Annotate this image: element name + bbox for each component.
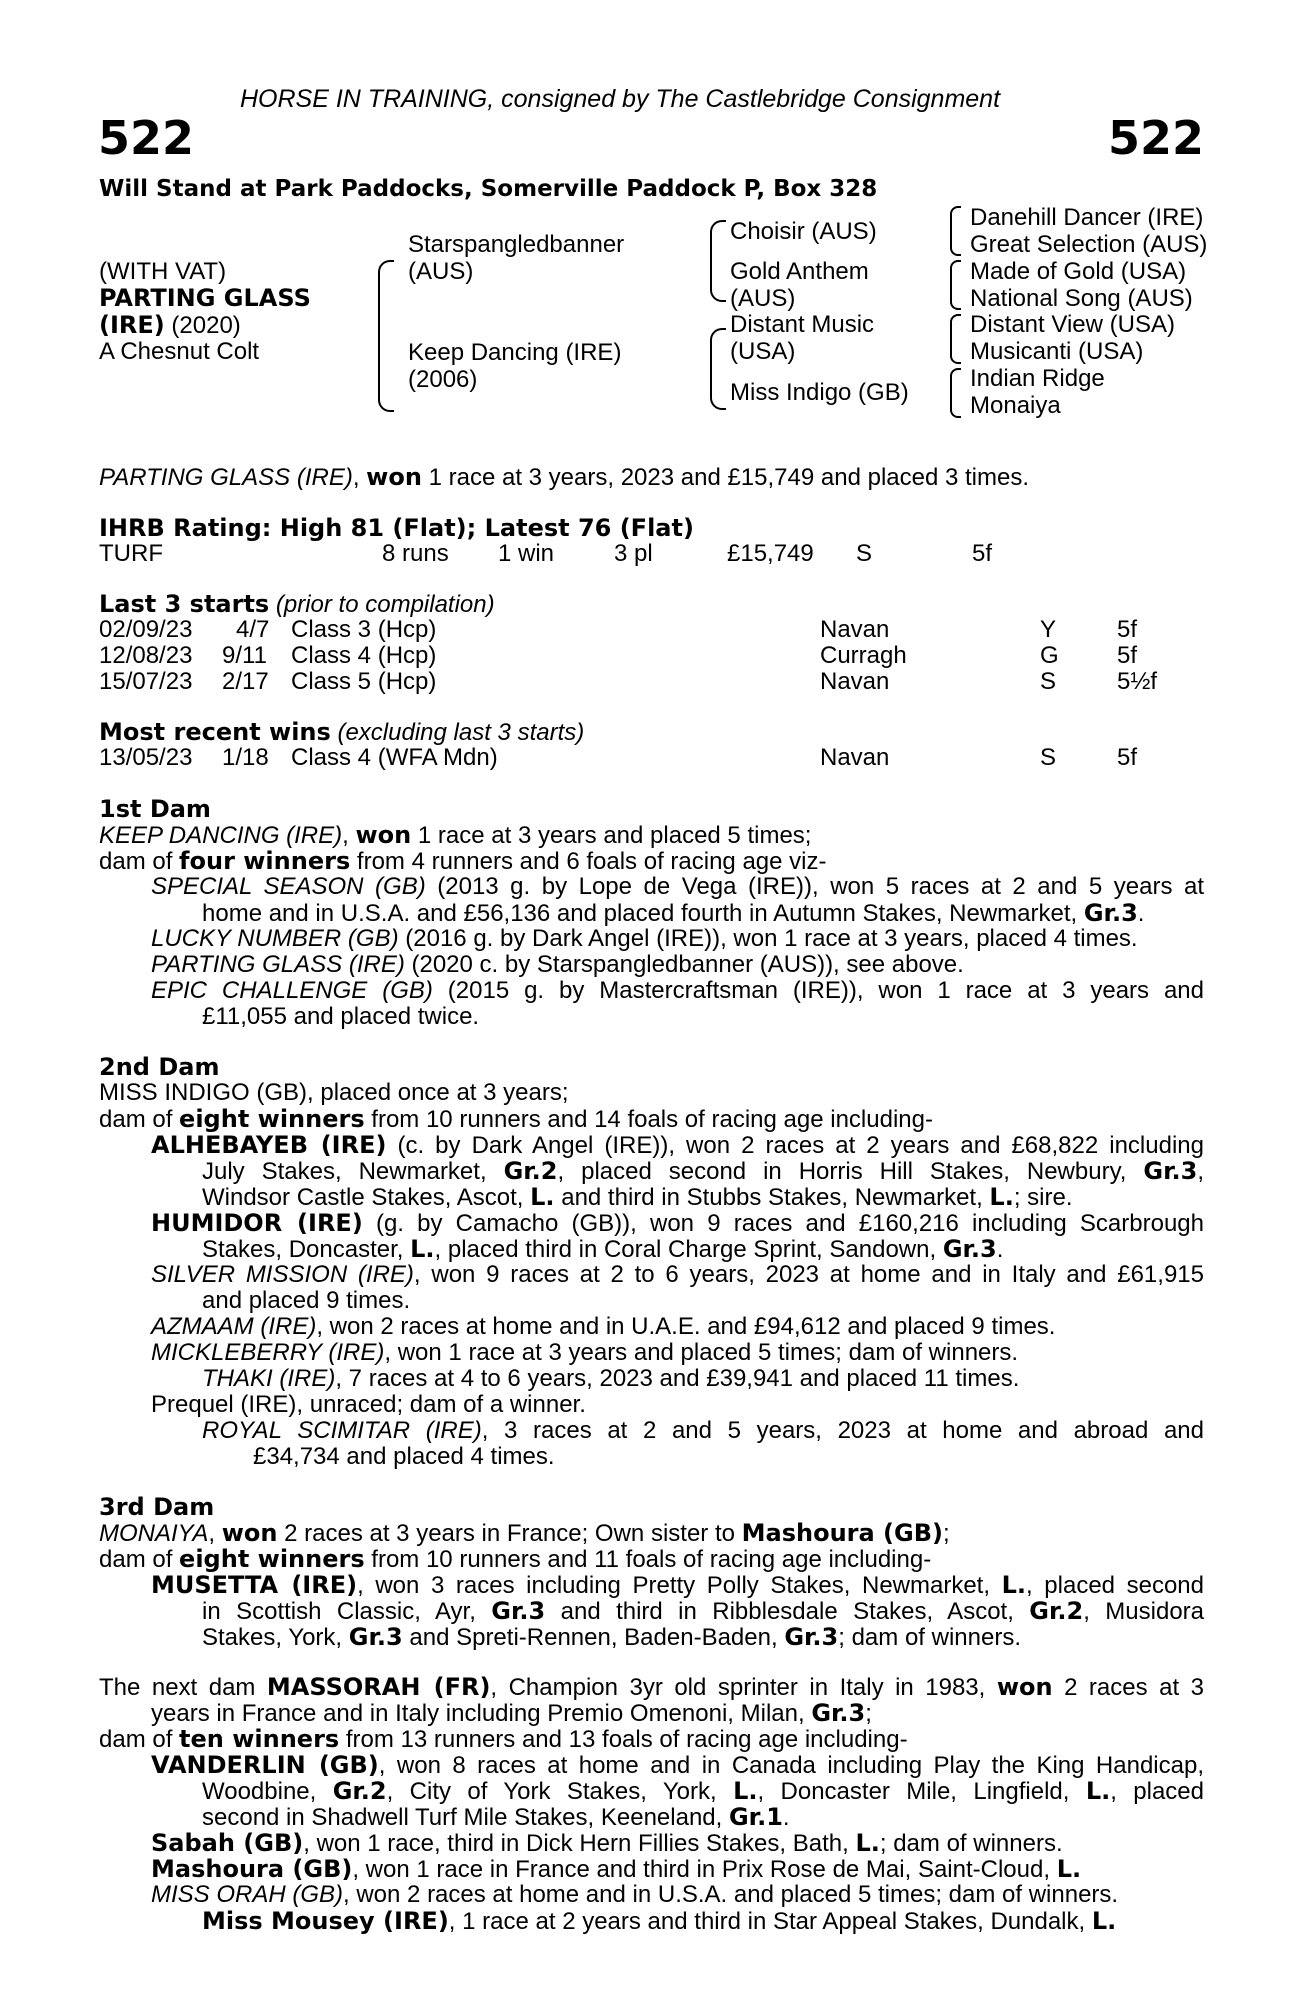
text-span: (IRE) [99,311,165,339]
ggranddam-1: Great Selection (AUS) [970,231,1208,258]
text-span: VANDERLIN (GB) [151,1751,379,1779]
produce-musetta [151,1572,1204,1599]
dam-sire-origin: (USA) [730,338,796,365]
horse-description: A Chesnut Colt [99,338,260,365]
ggrandsire-2: Made of Gold (USA) [970,258,1187,285]
text-span: L. [1001,1571,1027,1599]
row-going: S [1040,744,1057,771]
text-span: won [355,821,412,849]
row-distance: 5f [1117,616,1138,643]
text-span: (excluding last 3 starts) [337,719,585,746]
text-span: ; dam of winners. [879,1830,1063,1857]
rating-earnings: £15,749 [727,540,814,567]
rating-runs: 8 runs [382,540,449,567]
produce-prequel: Prequel (IRE), unraced; dam of a winner. [151,1391,586,1418]
text-span: from 13 runners and 13 foals of racing age including- [339,1726,908,1753]
text-span: , [208,1520,222,1547]
recent-wins-title [99,719,584,746]
next-dam-produce [99,1726,908,1753]
produce-vanderlin-cont2 [202,1804,790,1831]
produce-parting-glass [151,952,964,978]
text-span: Gr.3 [491,1597,546,1625]
produce-miss-mousey [202,1908,1116,1935]
text-span: LUCKY NUMBER (GB) [151,925,399,952]
dam-dam: Miss Indigo (GB) [730,379,909,406]
text-span: , won 1 race in France and third in Prix Rose de Mai, Saint-Cloud, [352,1856,1057,1883]
text-span: SILVER MISSION (IRE) [151,1261,414,1288]
text-span: Mashoura (GB) [151,1855,353,1883]
row-date: 02/09/23 [99,616,193,643]
text-span: , won 1 race, third in Dick Hern Fillies Stakes, Bath, [303,1830,856,1857]
text-span: , 1 race at 2 years and third in Star Appeal Stakes, Dundalk, [448,1908,1092,1935]
text-span: L. [989,1183,1014,1211]
text-span: won [366,463,422,491]
text-span: July Stakes, Newmarket, [202,1158,504,1185]
row-class: Class 3 (Hcp) [291,616,437,643]
third-dam-line [99,1520,950,1547]
text-span: KEEP DANCING (IRE) [99,822,343,849]
text-span: , 7 races at 4 to 6 years, 2023 and £39,941 and placed 11 times. [335,1365,1020,1392]
first-dam-line [99,822,811,849]
row-course: Curragh [820,642,907,669]
text-span: (2015 g. by Mastercraftsman (IRE)), won 1 race at 3 years and [432,977,1204,1004]
text-span: ; [865,1700,872,1727]
rating-surface: TURF [99,540,163,567]
lot-number-right: 522 [1108,111,1205,165]
gg-bracket-2 [950,260,961,310]
text-span: 1 race at 3 years, 2023 and £15,749 and placed 3 times. [428,464,1030,491]
vat-label: (WITH VAT) [99,258,227,285]
row-distance: 5f [1117,744,1138,771]
text-span: L. [530,1183,555,1211]
text-span: dam of [99,1106,180,1133]
produce-silver-mission [151,1262,1204,1288]
text-span: (2013 g. by Lope de Vega (IRE)), won 5 races at 2 and 5 years at [425,873,1204,900]
produce-vanderlin-cont [202,1778,1204,1805]
row-distance: 5½f [1117,668,1158,695]
ggranddam-3: Musicanti (USA) [970,338,1144,365]
ggranddam-2: National Song (AUS) [970,285,1193,312]
text-span: , Champion 3yr old sprinter in Italy in 1983, [490,1674,997,1701]
produce-musetta-cont2 [202,1624,1021,1651]
text-span: (g. by Camacho (GB)), won 9 races and £160,216 including Scarbrough [362,1210,1204,1237]
row-class: Class 5 (Hcp) [291,668,437,695]
row-class: Class 4 (WFA Mdn) [291,744,498,771]
stand-location: Will Stand at Park Paddocks, Somerville Paddock P, Box 328 [99,176,878,202]
produce-royal-scimitar [202,1418,1204,1444]
sire-dam: Gold Anthem [730,258,869,285]
produce-humidor [151,1210,1204,1237]
text-span: Gr.2 [503,1157,558,1185]
text-span: Stakes, York, [202,1624,349,1651]
text-span: ALHEBAYEB (IRE) [151,1131,387,1159]
text-span: L. [1091,1907,1117,1935]
text-span: , won 9 races at 2 to 6 years, 2023 at home and in Italy and £61,915 [413,1261,1204,1288]
produce-lucky-number [151,926,1138,952]
text-span: PARTING GLASS (IRE) [99,464,353,491]
text-span: ROYAL SCIMITAR (IRE) [202,1417,482,1444]
text-span: (prior to compilation) [275,591,495,618]
row-position: 1/18 [222,744,269,771]
text-span: Gr.3 [784,1623,839,1651]
text-span: EPIC CHALLENGE (GB) [151,977,433,1004]
text-span: L. [410,1235,435,1263]
row-date: 15/07/23 [99,668,193,695]
text-span: and Spreti-Rennen, Baden-Baden, [402,1624,785,1651]
text-span: Gr.1 [728,1803,783,1831]
text-span: , placed second in Horris Hill Stakes, Newbury, [557,1158,1144,1185]
text-span: Gr.3 [1083,899,1138,927]
text-span: dam of [99,848,180,875]
text-span: Gr.3 [811,1699,866,1727]
text-span: , won 2 races at home and in U.A.E. and £94,612 and placed 9 times. [316,1313,1056,1340]
first-dam-produce [99,848,826,875]
produce-royal-scimitar-cont: £34,734 and placed 4 times. [253,1443,555,1470]
text-span: AZMAAM (IRE) [151,1313,317,1340]
produce-humidor-cont [202,1236,1003,1263]
text-span: and third in Stubbs Stakes, Newmarket, [554,1184,990,1211]
text-span: Most recent wins [99,718,331,746]
text-span: , won 8 races at home and in Canada including Play the King Handicap, [378,1752,1204,1779]
text-span: Gr.3 [348,1623,403,1651]
produce-silver-mission-cont: and placed 9 times. [202,1287,411,1314]
dam-bracket [710,328,726,410]
produce-vanderlin [151,1752,1204,1779]
text-span: (2016 g. by Dark Angel (IRE)), won 1 race at 3 years, placed 4 times. [398,925,1138,952]
text-span: . [996,1236,1004,1263]
dam-sire: Distant Music [730,311,875,338]
text-span: Woodbine, [202,1778,333,1805]
text-span: Sabah (GB) [151,1829,304,1857]
text-span: , [1197,1158,1204,1185]
row-course: Navan [820,744,890,771]
ggrandsire-1: Danehill Dancer (IRE) [970,204,1204,231]
text-span: SPECIAL SEASON (GB) [151,873,426,900]
row-date: 13/05/23 [99,744,193,771]
gg-bracket-3 [950,314,961,364]
text-span: ; dam of winners. [838,1624,1021,1651]
produce-epic-challenge-cont: £11,055 and placed twice. [202,1003,480,1030]
produce-musetta-cont [202,1598,1204,1625]
text-span: , City of York Stakes, York, [386,1778,734,1805]
text-span: Gr.3 [1143,1157,1198,1185]
row-date: 12/08/23 [99,642,193,669]
text-span: , won 3 races including Pretty Polly Stakes, Newmarket, [357,1572,1002,1599]
second-dam-produce [99,1106,933,1133]
text-span: , placed [1110,1778,1205,1805]
last3-title [99,591,495,618]
text-span: MICKLEBERRY (IRE) [151,1339,385,1366]
row-position: 4/7 [236,616,270,643]
first-dam-title: 1st Dam [99,795,211,823]
produce-miss-orah [151,1882,1118,1908]
text-span: THAKI (IRE) [202,1365,336,1392]
produce-sabah [151,1830,1063,1857]
text-span: from 10 runners and 14 foals of racing age including- [364,1106,933,1133]
gg-bracket-1 [950,206,961,256]
text-span: from 4 runners and 6 foals of racing age viz- [350,848,827,875]
rating-going: S [856,540,873,567]
text-span: eight winners [179,1545,365,1573]
text-span: L. [1085,1777,1111,1805]
text-span: . [782,1804,790,1831]
text-span: Mashoura (GB) [741,1519,943,1547]
ggranddam-4: Monaiya [970,392,1061,419]
text-span: MONAIYA [99,1520,209,1547]
text-span: Gr.2 [332,1777,387,1805]
rating-placed: 3 pl [614,540,653,567]
sire-name: Starspangledbanner [408,231,625,258]
text-span: (2020 c. by Starspangledbanner (AUS)), see above. [404,951,964,978]
text-span: L. [1056,1855,1082,1883]
text-span: Windsor Castle Stakes, Ascot, [202,1184,531,1211]
text-span: , won 2 races at home and in U.S.A. and placed 5 times; dam of winners. [343,1881,1119,1908]
text-span: , placed second [1026,1572,1204,1599]
text-span: 2 races at 3 [1052,1674,1204,1701]
row-position: 2/17 [222,668,269,695]
sire-sire: Choisir (AUS) [730,218,877,245]
rating-wins: 1 win [498,540,555,567]
sire-dam-origin: (AUS) [730,285,796,312]
row-course: Navan [820,616,890,643]
text-span: won [221,1519,278,1547]
text-span: . [1137,900,1145,927]
next-dam-line [99,1674,1204,1701]
text-span: (c. by Dark Angel (IRE)), won 2 races at 2 years and £68,822 including [386,1132,1204,1159]
text-span: L. [733,1777,758,1805]
text-span: Gr.3 [942,1235,997,1263]
text-span: from 10 runners and 11 foals of racing age including- [364,1546,932,1573]
horse-origin [99,312,241,339]
text-span: four winners [179,847,351,875]
text-span: , won 1 race at 3 years and placed 5 times; dam of winners. [384,1339,1019,1366]
text-span: HUMIDOR (IRE) [151,1209,363,1237]
third-dam-produce [99,1546,931,1573]
text-span: The next dam [99,1674,267,1701]
second-dam-line: MISS INDIGO (GB), placed once at 3 years; [99,1079,569,1106]
third-dam-title: 3rd Dam [99,1493,215,1521]
gg-bracket-4 [950,368,961,418]
text-span: ; sire. [1013,1184,1073,1211]
text-span: home and in U.S.A. and £56,136 and placed fourth in Autumn Stakes, Newmarket, [202,900,1084,927]
text-span: (2020) [171,312,241,339]
ggrandsire-3: Distant View (USA) [970,311,1175,338]
text-span: , 3 races at 2 and 5 years, 2023 at home and abroad and [481,1417,1204,1444]
ggrandsire-4: Indian Ridge [970,365,1105,392]
row-course: Navan [820,668,890,695]
produce-epic-challenge [151,978,1204,1004]
text-span: 1 race at 3 years and placed 5 times; [411,822,812,849]
text-span: , [342,822,356,849]
text-span: , Doncaster Mile, Lingfield, [757,1778,1086,1805]
produce-alhebayeb-cont [202,1158,1204,1185]
text-span: MISS ORAH (GB) [151,1881,344,1908]
row-position: 9/11 [222,642,267,669]
row-going: Y [1040,616,1057,643]
dam-name: Keep Dancing (IRE) [408,339,622,366]
row-class: Class 4 (Hcp) [291,642,437,669]
second-dam-title: 2nd Dam [99,1053,220,1081]
next-dam-line-cont [151,1700,872,1727]
text-span: Miss Mousey (IRE) [202,1907,449,1935]
text-span: , placed third in Coral Charge Sprint, Sandown, [434,1236,943,1263]
produce-alhebayeb [151,1132,1204,1159]
text-span: Last 3 starts [99,590,270,618]
horse-name: PARTING GLASS [99,284,311,312]
rating-title: IHRB Rating: High 81 (Flat); Latest 76 (Flat) [99,514,694,542]
text-span: dam of [99,1546,180,1573]
sire-origin: (AUS) [408,258,474,285]
row-going: S [1040,668,1057,695]
produce-mickleberry [151,1340,1018,1366]
text-span: Stakes, Doncaster, [202,1236,411,1263]
text-span: and third in Ribblesdale Stakes, Ascot, [545,1598,1030,1625]
produce-special-season [151,874,1204,900]
row-distance: 5f [1117,642,1138,669]
consignment-line: HORSE IN TRAINING, consigned by The Castlebridge Consignment [240,85,1001,113]
pedigree-bracket [378,260,394,412]
text-span: MUSETTA (IRE) [151,1571,358,1599]
text-span: ; [942,1520,950,1547]
text-span: PARTING GLASS (IRE) [151,951,405,978]
sire-bracket [710,220,726,302]
text-span: years in France and in Italy including Premio Omenoni, Milan, [151,1700,812,1727]
text-span: L. [855,1829,880,1857]
rating-distance: 5f [972,540,993,567]
text-span: , Musidora [1083,1598,1205,1625]
text-span: 2 races at 3 years in France; Own sister to [277,1520,742,1547]
produce-thaki [202,1366,1019,1392]
text-span: second in Shadwell Turf Mile Stakes, Keeneland, [202,1804,729,1831]
produce-mashoura [151,1856,1081,1883]
dam-year: (2006) [408,366,478,393]
race-summary: PARTING GLASS (IRE), won 1 race at 3 years, 2023 and £15,749 and placed 3 times. [99,463,1030,491]
text-span: Gr.2 [1029,1597,1084,1625]
lot-number-left: 522 [98,111,195,165]
text-span: ten winners [179,1725,340,1753]
text-span: won [996,1673,1053,1701]
text-span: MASSORAH (FR) [266,1673,491,1701]
text-span: in Scottish Classic, Ayr, [202,1598,492,1625]
produce-azmaam [151,1314,1055,1340]
produce-alhebayeb-cont2 [202,1184,1073,1211]
text-span: eight winners [179,1105,365,1133]
text-span: dam of [99,1726,180,1753]
row-going: G [1040,642,1059,669]
produce-special-season-cont [202,900,1144,927]
